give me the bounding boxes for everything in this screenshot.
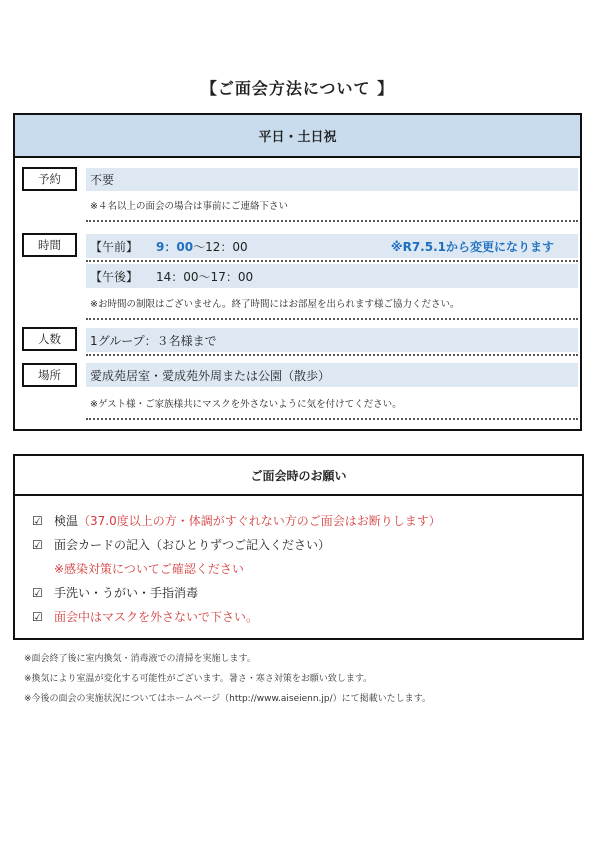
am-end: ～12：00 — [193, 239, 248, 254]
pm-label: 【午後】 — [90, 269, 139, 284]
am-label: 【午前】 — [90, 239, 139, 254]
list-item — [32, 536, 330, 553]
visit-method-panel — [13, 113, 582, 431]
panel-header: ご面会時のお願い — [15, 456, 582, 496]
divider — [86, 418, 578, 420]
item-label: 面会中はマスクを外さないで下さい。 — [54, 610, 259, 624]
item-label: 手洗い・うがい・手指消毒 — [54, 586, 199, 600]
footnote: ※面会終了後に室内換気・消毒液での清掃を実施します。 — [24, 654, 256, 664]
reservation-tag: 予約 — [22, 167, 77, 191]
change-notice: ※R7.5.1から変更になります — [390, 239, 554, 254]
checkbox-icon: ☑ — [32, 609, 43, 624]
divider — [86, 260, 578, 262]
panel-header: 平日・土日祝 — [15, 115, 580, 158]
place-tag: 場所 — [22, 363, 77, 387]
time-note: ※お時間の制限はございません。終了時間にはお部屋を出られます様ご協力ください。 — [90, 299, 460, 310]
visit-requests-panel — [13, 454, 584, 640]
divider — [86, 318, 578, 320]
item-label: 面会カードの記入（おひとりずつご記入ください） — [54, 538, 331, 552]
people-value: 1グループ：３名様まで — [86, 328, 578, 352]
list-item — [32, 584, 198, 601]
time-tag: 時間 — [22, 233, 77, 257]
checkbox-icon: ☑ — [32, 513, 43, 528]
time-pm-row — [86, 264, 578, 288]
footnote: ※今後の面会の実施状況についてはホームページ（http://www.aiseienn.jp/）にて掲載いたします。 — [24, 694, 431, 704]
item-label: 検温 — [54, 514, 79, 528]
reservation-note: ※４名以上の面会の場合は事前にご連絡下さい — [90, 201, 288, 212]
footnote: ※換気により室温が変化する可能性がございます。暑さ・寒さ対策をお願い致します。 — [24, 674, 373, 684]
item-detail: （37.0度以上の方・体調がすぐれない方のご面会はお断りします） — [78, 514, 441, 528]
checkbox-icon: ☑ — [32, 585, 43, 600]
page-title: 【ご面会方法について 】 — [200, 79, 395, 98]
time-am-row — [86, 234, 578, 258]
divider — [86, 220, 578, 222]
pm-time: 14：00～17：00 — [156, 269, 254, 284]
list-item-note: ※感染対策についてご確認ください — [54, 562, 244, 576]
list-item — [32, 512, 441, 529]
reservation-value: 不要 — [86, 168, 578, 191]
divider — [86, 354, 578, 356]
place-note: ※ゲスト様・ご家族様共にマスクを外さないように気を付けてください。 — [90, 399, 402, 410]
people-tag: 人数 — [22, 327, 77, 351]
list-item — [32, 608, 258, 625]
am-start: 9：00 — [156, 239, 194, 254]
checkbox-icon: ☑ — [32, 537, 43, 552]
place-value: 愛成苑居室・愛成苑外周または公園（散歩） — [86, 363, 578, 387]
